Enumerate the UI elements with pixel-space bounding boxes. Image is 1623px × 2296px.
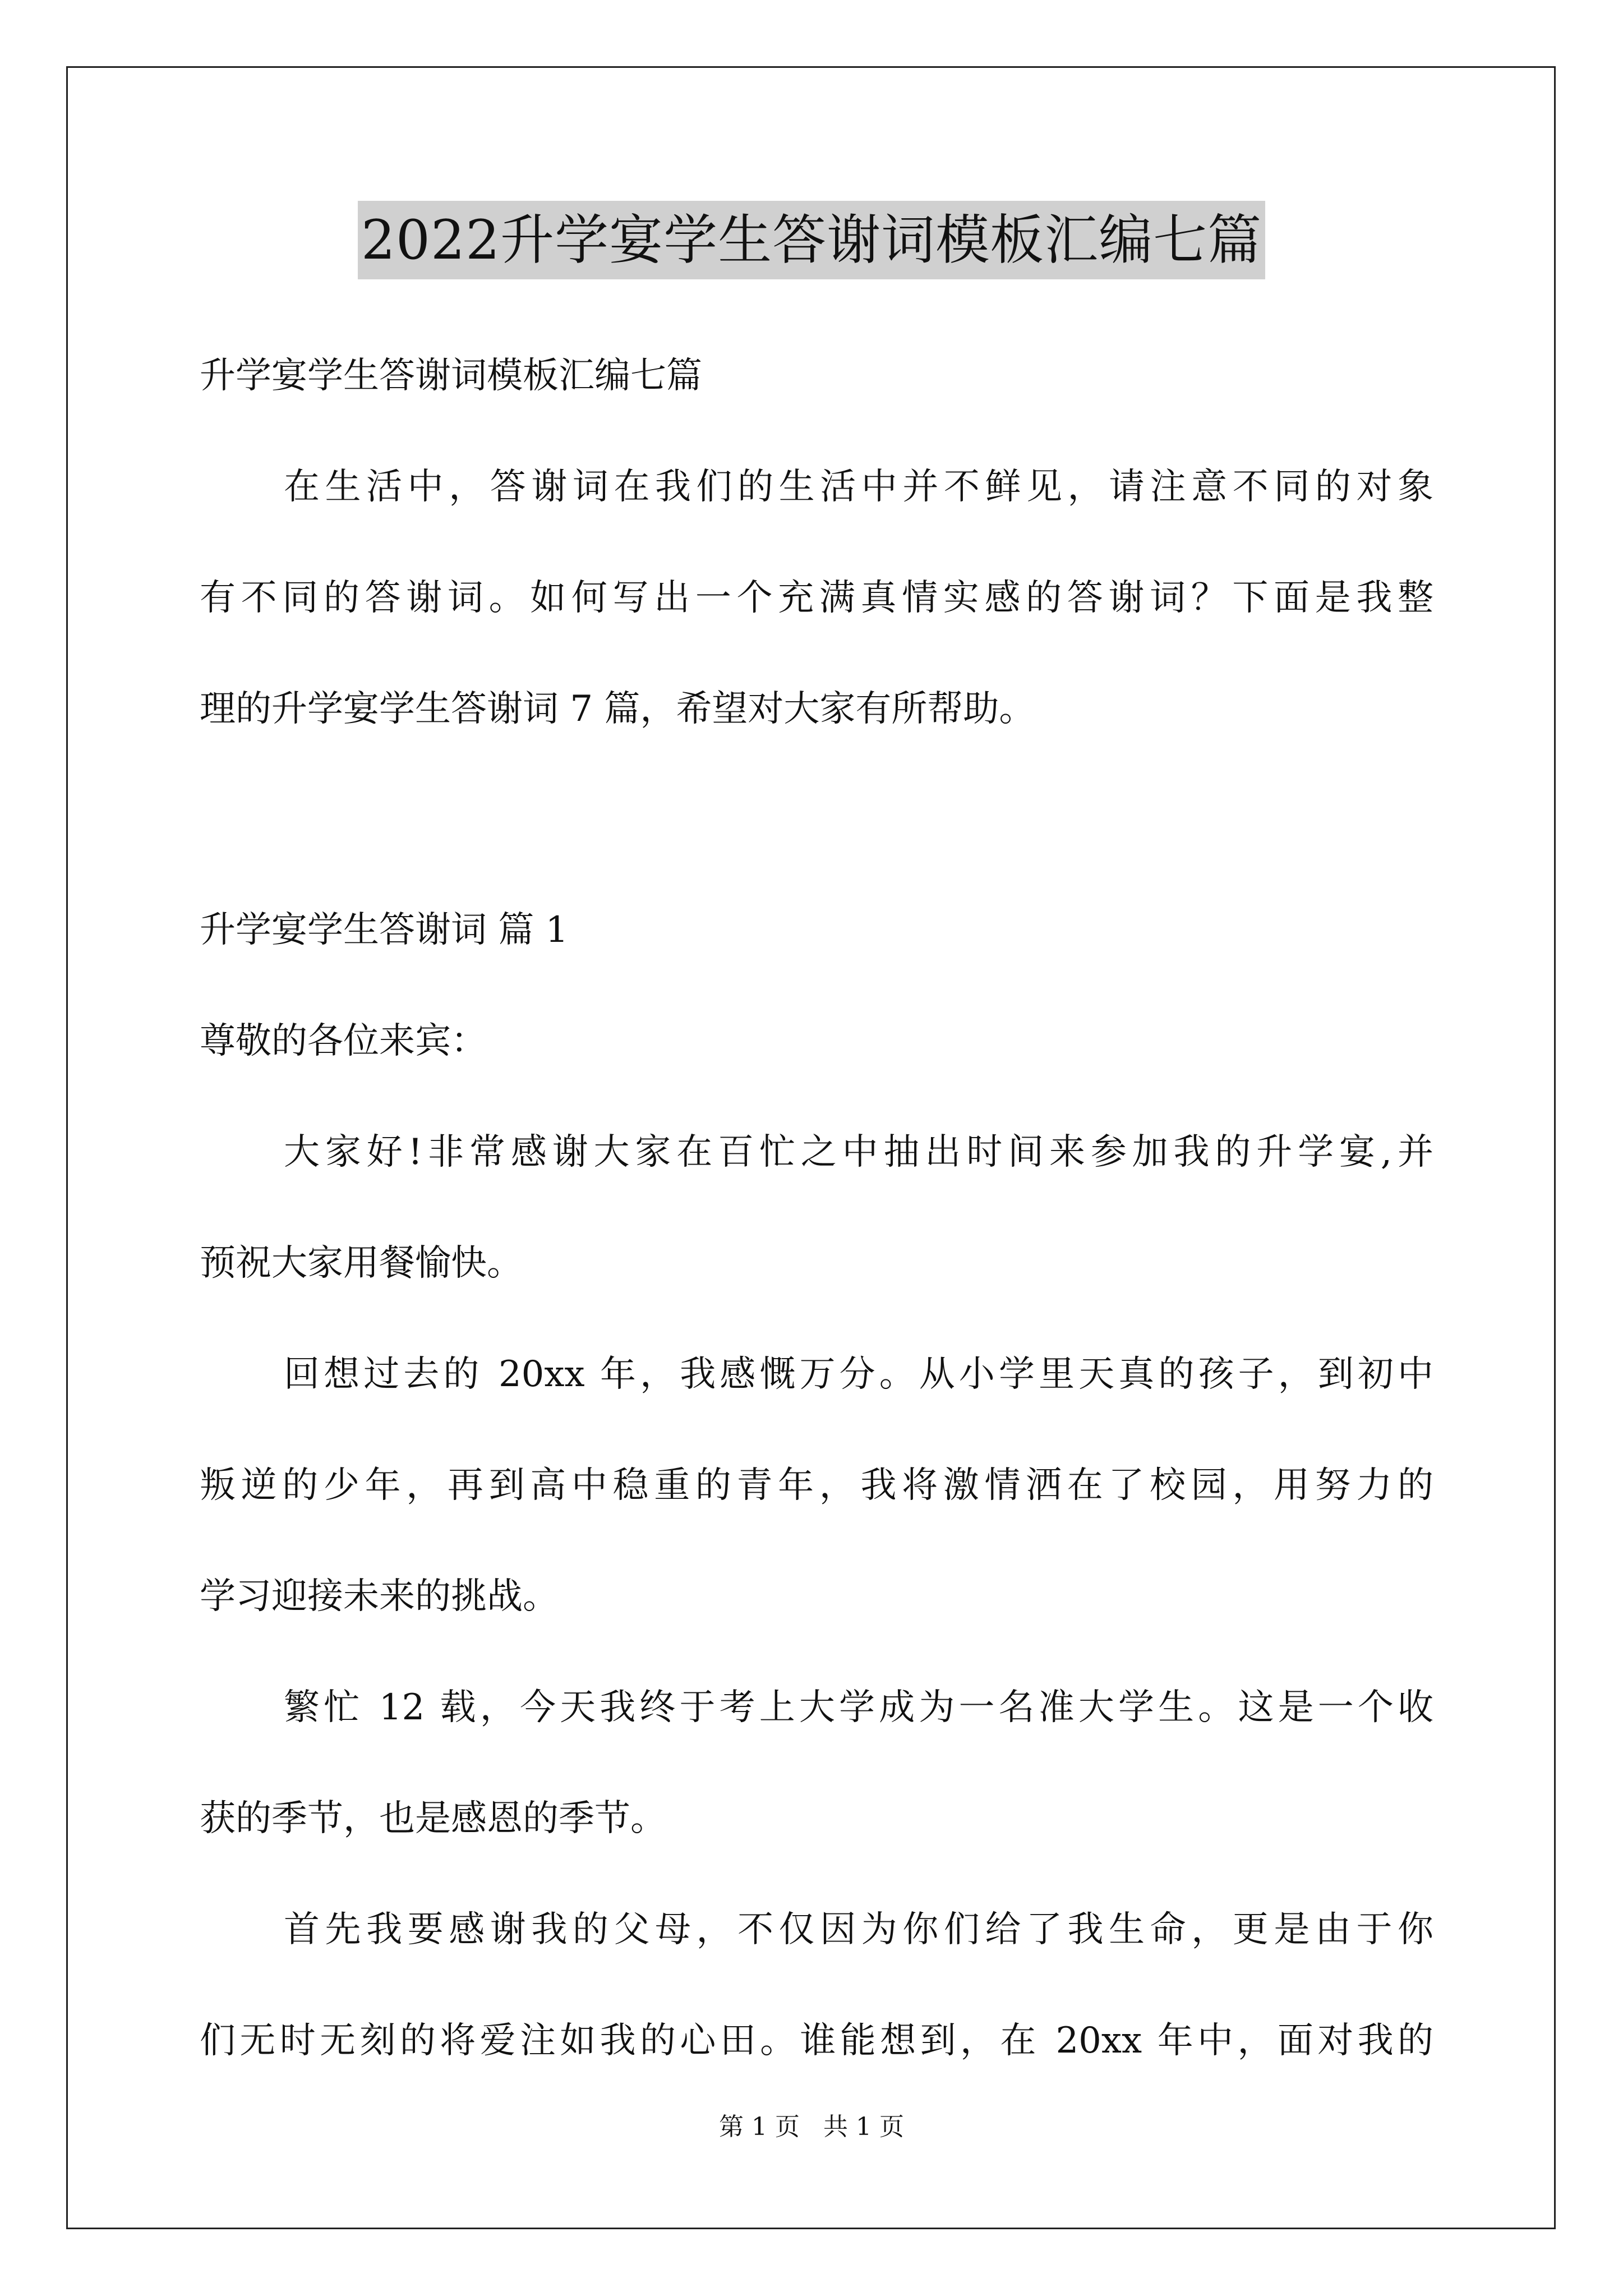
- paragraph-line: 叛逆的少年，再到高中稳重的青年，我将激情洒在了校园，用努力的: [200, 1465, 1433, 1506]
- paragraph-line: 预祝大家用餐愉快。: [200, 1243, 523, 1284]
- subtitle-line: 升学宴学生答谢词模板汇编七篇: [200, 355, 702, 397]
- page-total: 共 1 页: [823, 2113, 904, 2141]
- paragraph-line: 首先我要感谢我的父母，不仅因为你们给了我生命，更是由于你: [284, 1909, 1433, 1950]
- section-heading: 升学宴学生答谢词 篇 1: [200, 909, 569, 951]
- paragraph-line: 繁忙 12 载，今天我终于考上大学成为一名准大学生。这是一个收: [284, 1687, 1433, 1728]
- paragraph-line: 有不同的答谢词。如何写出一个充满真情实感的答谢词？下面是我整: [200, 577, 1433, 619]
- paragraph-line: 获的季节，也是感恩的季节。: [200, 1798, 666, 1839]
- salutation-line: 尊敬的各位来宾：: [200, 1020, 487, 1062]
- paragraph-line: 理的升学宴学生答谢词 7 篇，希望对大家有所帮助。: [200, 688, 1035, 730]
- paragraph-line: 回想过去的 20xx 年，我感慨万分。从小学里天真的孩子，到初中: [284, 1354, 1433, 1395]
- paragraph-line: 们无时无刻的将爱注如我的心田。谁能想到，在 20xx 年中，面对我的: [200, 2020, 1433, 2062]
- paragraph-line: 大家好!非常感谢大家在百忙之中抽出时间来参加我的升学宴,并: [284, 1131, 1433, 1173]
- paragraph-line: 学习迎接未来的挑战。: [200, 1576, 559, 1617]
- document-title: 2022升学宴学生答谢词模板汇编七篇: [358, 201, 1265, 279]
- page-number: 第 1 页: [719, 2113, 800, 2141]
- page-footer: [0, 2106, 1623, 2142]
- title-area: [0, 201, 1623, 279]
- paragraph-line: 在生活中，答谢词在我们的生活中并不鲜见，请注意不同的对象: [284, 466, 1433, 508]
